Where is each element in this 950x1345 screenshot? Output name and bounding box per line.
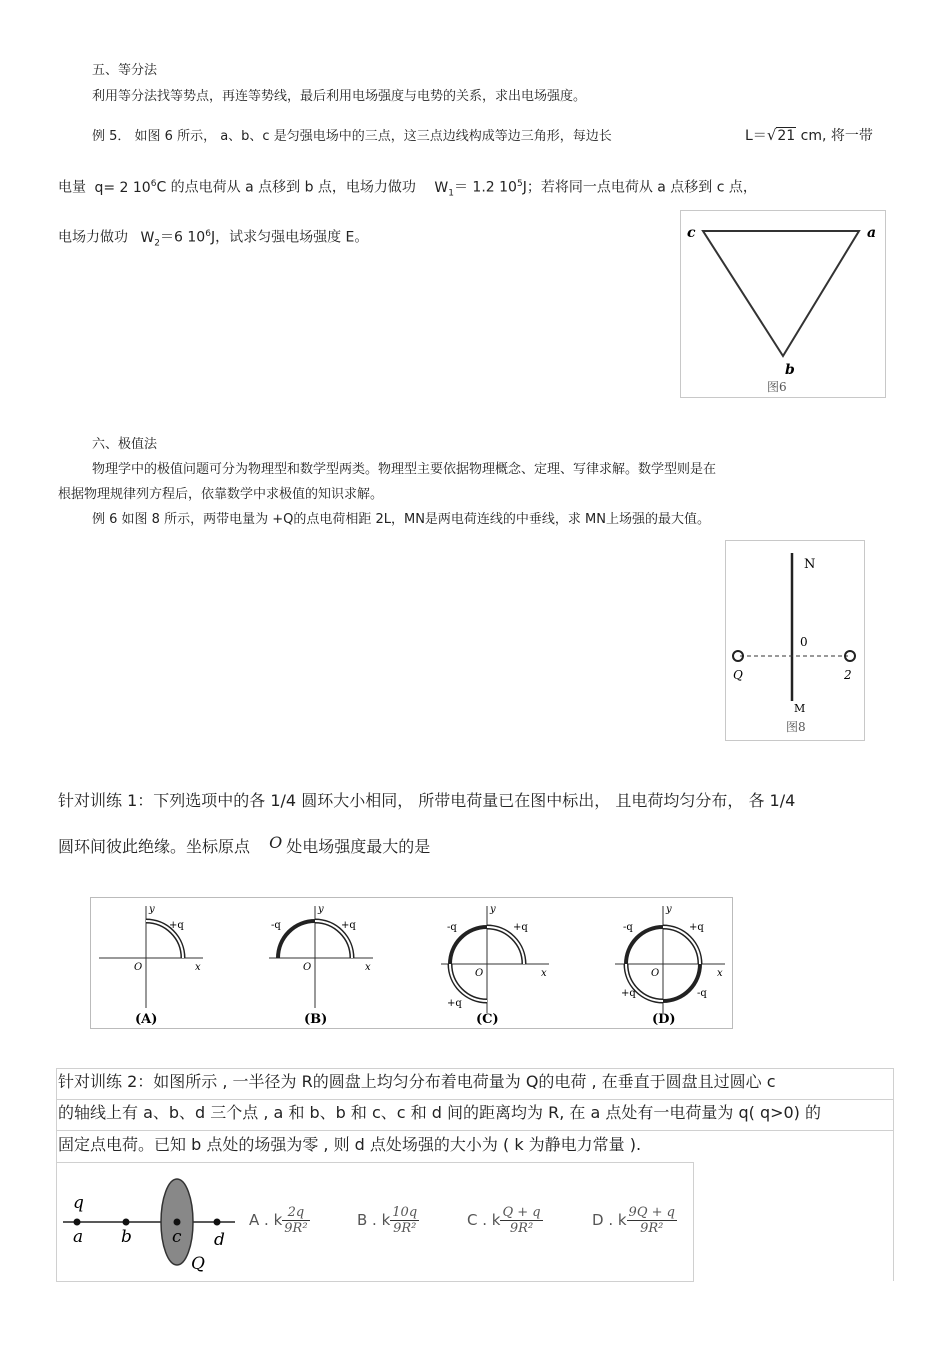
charge-text: C 的点电荷从 a 点移到 b 点，电场力做功 [156, 179, 416, 196]
point-a [74, 1219, 81, 1226]
choice-D-numerator: 9Q + q [628, 1205, 675, 1220]
drill2-line1: 针对训练 2：如图所示 , 一半径为 R的圆盘上均匀分布着电荷量为 Q的电荷 , 在垂直于圆盘且过圆心 c [58, 1072, 776, 1091]
option-B-label: (B) [304, 1012, 328, 1027]
choice-B-prefix: B . k [357, 1211, 391, 1229]
section6-para2: 根据物理规律列方程后，依靠数学中求极值的知识求解。 [58, 487, 384, 502]
charge-exponent: 6 [150, 179, 157, 189]
svg-text:-q: -q [271, 920, 281, 931]
vertex-b-label: b [785, 362, 795, 378]
svg-text:+q: +q [341, 920, 356, 931]
svg-text:y: y [318, 904, 324, 915]
choice-A-denominator: 9R² [284, 1221, 308, 1236]
triangle-diagram [681, 211, 885, 397]
svg-text:-q: -q [447, 922, 457, 933]
svg-text:+q: +q [447, 998, 462, 1009]
origin-symbol: O [269, 833, 283, 852]
label-O: 0 [800, 635, 808, 649]
section6-para1: 物理学中的极值问题可分为物理型和数学型两类。物理型主要依据物理概念、定理、写律求解。数学型则是在 [92, 462, 717, 477]
work1-exponent: 5 [516, 179, 523, 189]
choice-C-prefix: C . k [467, 1211, 501, 1229]
choice-B[interactable] [357, 1205, 419, 1236]
drill2-row2 [56, 1099, 894, 1131]
work1-value: ＝ 1.2 10 [453, 179, 517, 196]
example5-length: L＝√21 cm, 将一带 [745, 126, 873, 144]
work2-exponent: 6 [205, 229, 211, 239]
svg-text:y: y [490, 904, 496, 915]
svg-text:x: x [195, 962, 201, 973]
figure-6-caption: 图6 [767, 380, 787, 394]
choice-B-numerator: 10q [392, 1205, 418, 1220]
drill1-line1: 针对训练 1：下列选项中的各 1/4 圆环大小相同， 所带电荷量已在图中标出， 且电荷均匀分布， 各 1/4 [58, 791, 796, 810]
point-c [174, 1219, 181, 1226]
choice-C[interactable] [467, 1205, 543, 1236]
label-Q: Q [191, 1254, 205, 1274]
work1-text: J；若将同一点电荷从 a 点移到 c 点， [522, 179, 757, 196]
drill2-line3: 固定点电荷。已知 b 点处的场强为零 , 则 d 点处场强的大小为 ( k 为静电力常量 ). [58, 1135, 642, 1154]
svg-text:+q: +q [689, 922, 704, 933]
drill2-row1 [56, 1068, 894, 1100]
figure-8-caption: 图8 [786, 720, 806, 734]
drill1-text-b: 处电场强度最大的是 [286, 837, 431, 856]
example6-text: 例 6 如图 8 所示，两带电量为 +Q的点电荷相距 2L，MN是两电荷连线的中垂线，求 MN上场强的最大值。 [92, 512, 710, 527]
option-D-label: (D) [652, 1012, 676, 1027]
example5-line2 [58, 176, 757, 201]
svg-text:O: O [651, 968, 660, 979]
choice-A[interactable] [249, 1205, 310, 1236]
charge-value: q= 2 10 [94, 179, 151, 196]
option-C-diagram [441, 904, 549, 1027]
choice-A-prefix: A . k [249, 1211, 283, 1229]
choice-B-fraction [390, 1205, 419, 1236]
svg-text:+q: +q [621, 988, 636, 999]
option-B-diagram [269, 904, 373, 1027]
svg-text:x: x [541, 968, 547, 979]
section5-heading: 五、等分法 [92, 63, 158, 78]
right-charge-label: 2 [844, 668, 852, 682]
work2-label: 电场力做功 [58, 229, 128, 246]
choice-A-fraction [282, 1205, 309, 1236]
work2-symbol: W [140, 229, 155, 246]
svg-text:x: x [365, 962, 371, 973]
length-label: L＝ [745, 128, 767, 144]
choice-D-fraction [627, 1205, 677, 1236]
work2-subscript: 2 [154, 238, 161, 249]
svg-text:+q: +q [513, 922, 528, 933]
left-charge-label: Q [733, 668, 743, 682]
vertex-c-label: c [687, 225, 696, 241]
label-q: q [73, 1193, 84, 1213]
choice-C-denominator: 9R² [509, 1221, 534, 1236]
choice-D[interactable] [592, 1205, 677, 1236]
drill2-figure [56, 1162, 694, 1282]
drill2-line2: 的轴线上有 a、b、d 三个点 , a 和 b、b 和 c、c 和 d 间的距离均为 R, 在 a 点处有一电荷量为 q( q>0) 的 [58, 1103, 822, 1122]
svg-text:y: y [666, 904, 672, 915]
work1-subscript: 1 [448, 188, 454, 199]
example5-line3 [58, 226, 368, 251]
option-D-diagram [615, 904, 725, 1027]
work1-symbol: W [434, 179, 449, 196]
svg-text:-q: -q [623, 922, 633, 933]
option-C-label: (C) [476, 1012, 499, 1027]
equilateral-triangle [703, 231, 859, 356]
svg-text:O: O [134, 962, 143, 973]
sqrt-value: 21 [777, 128, 796, 144]
quarter-rings-diagram [91, 898, 732, 1028]
label-M: M [794, 702, 806, 715]
choice-D-prefix: D . k [592, 1211, 627, 1229]
drill1-text-a: 圆环间彼此绝缘。坐标原点 [58, 837, 251, 856]
option-A-diagram [99, 904, 203, 1027]
work2-text: J，试求匀强电场强度 E。 [210, 229, 369, 246]
section6-heading: 六、极值法 [92, 437, 158, 452]
choice-C-fraction [500, 1205, 542, 1236]
section5-intro: 利用等分法找等势点，再连等势线，最后利用电场强度与电势的关系，求出电场强度。 [92, 89, 587, 104]
svg-text:x: x [717, 968, 723, 979]
svg-text:-q: -q [697, 988, 707, 999]
charge-label: 电量 [58, 179, 86, 196]
vertex-a-label: a [867, 225, 877, 241]
label-c: c [172, 1227, 182, 1247]
example5-text: 例 5． 如图 6 所示， a、b、c 是匀强电场中的三点，这三点边线构成等边三角形，每边长 [92, 129, 612, 144]
figure-6 [680, 210, 886, 398]
choice-D-denominator: 9R² [640, 1221, 664, 1236]
figure-8 [725, 540, 865, 741]
choice-C-numerator: Q + q [502, 1205, 541, 1220]
mn-diagram [726, 541, 864, 740]
label-N: N [804, 557, 816, 572]
svg-text:O: O [475, 968, 484, 979]
label-b: b [121, 1227, 132, 1247]
drill1-options-figure [90, 897, 733, 1029]
choice-B-denominator: 9R² [393, 1221, 417, 1236]
option-A-label: (A) [135, 1012, 158, 1027]
point-d [214, 1219, 221, 1226]
point-b [123, 1219, 130, 1226]
svg-text:+q: +q [169, 920, 184, 931]
svg-text:y: y [149, 904, 155, 915]
length-unit: cm, 将一带 [796, 128, 873, 144]
svg-text:O: O [303, 962, 312, 973]
label-a: a [73, 1227, 84, 1247]
drill1-line2 [58, 833, 431, 857]
work2-value: ＝6 10 [160, 229, 206, 246]
label-d: d [214, 1230, 225, 1250]
example5-line1 [92, 129, 612, 145]
choice-A-numerator: 2q [282, 1205, 309, 1221]
